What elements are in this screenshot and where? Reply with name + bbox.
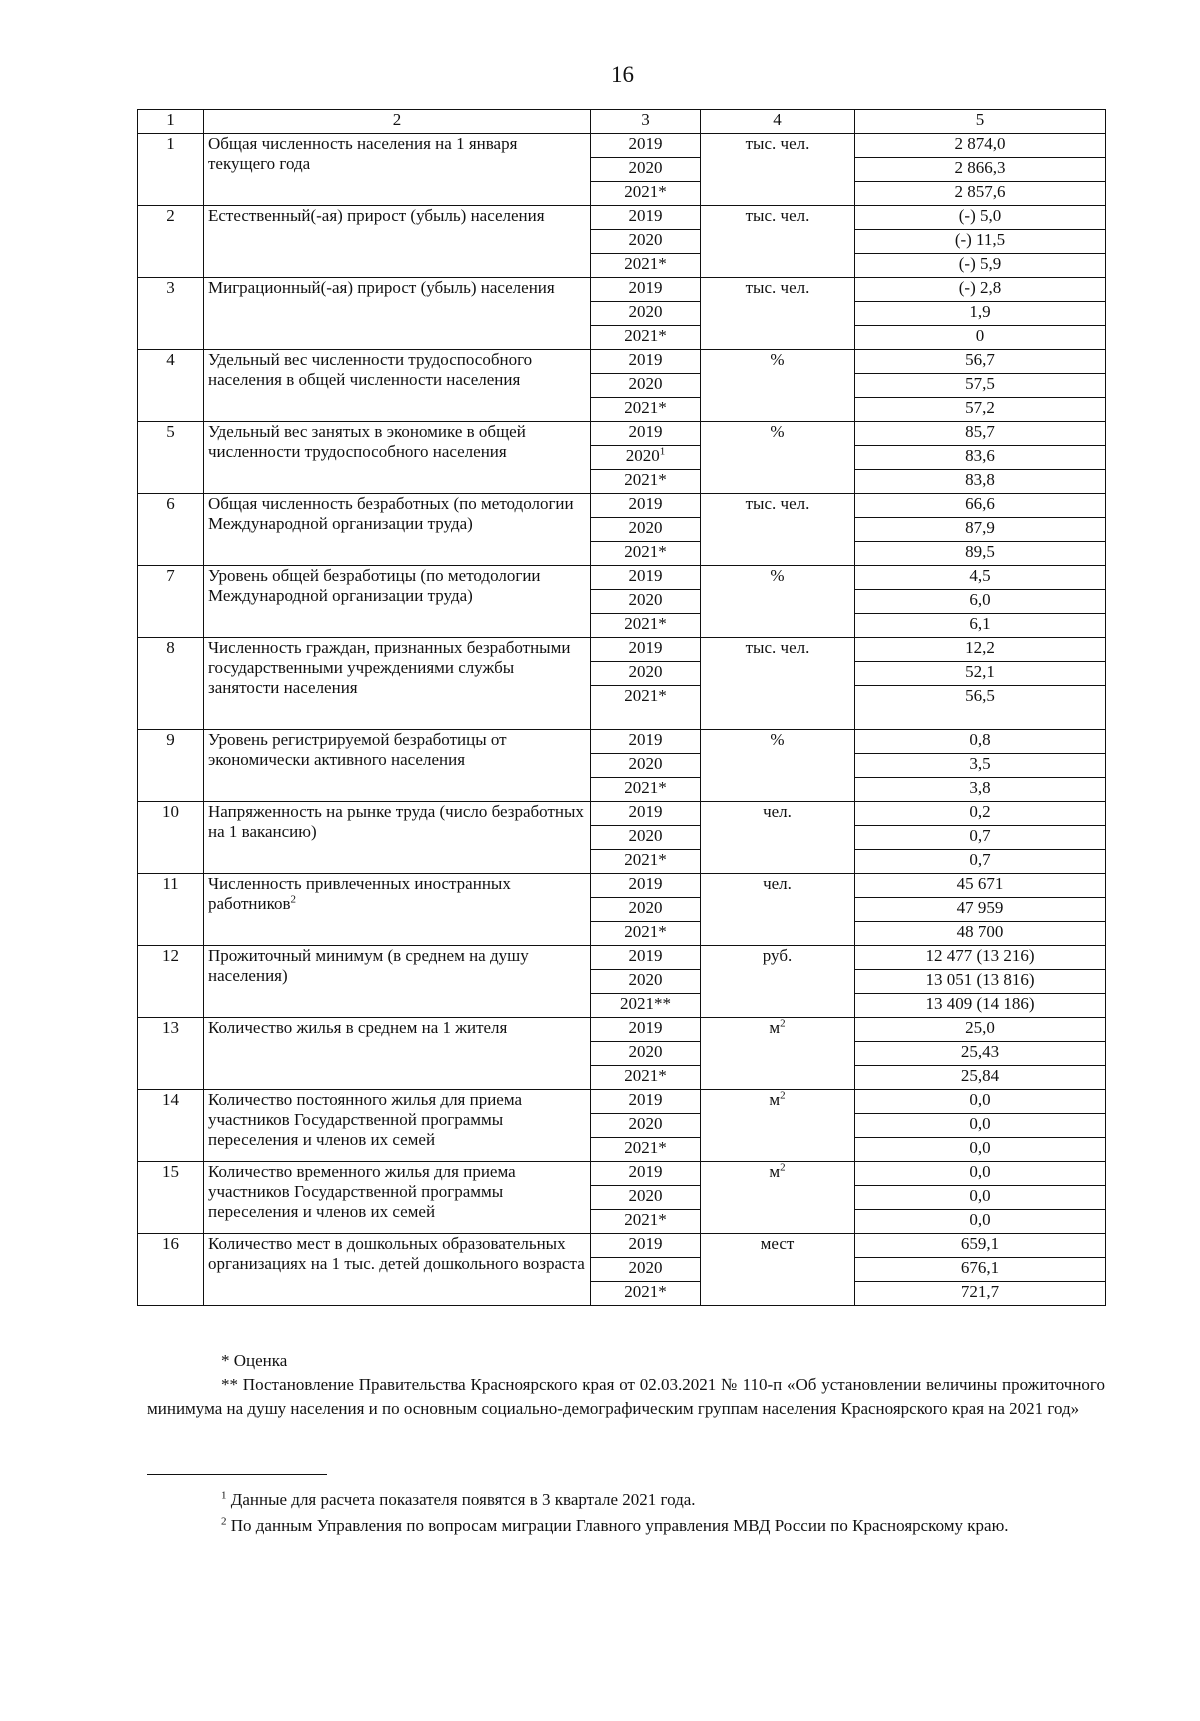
value-cell: 57,5: [855, 374, 1106, 398]
year-cell: [591, 566, 701, 590]
indicator-text: Количество временного жилья для приема участников Государственной программы переселения и членов их семей: [208, 1162, 516, 1221]
indicator-name: [204, 1234, 591, 1306]
year-text: 2019: [628, 946, 663, 965]
year-text: 2021*: [624, 778, 667, 797]
year-text: 2019: [628, 278, 663, 297]
year-text: 2020: [628, 754, 663, 773]
row-number: 6: [138, 494, 204, 566]
year-text: 2020: [628, 302, 663, 321]
year-text: 2021*: [624, 686, 667, 705]
unit-cell: [701, 874, 855, 946]
year-text: 2020: [628, 158, 663, 177]
value-cell: 66,6: [855, 494, 1106, 518]
value-cell: 47 959: [855, 898, 1106, 922]
year-cell: [591, 826, 701, 850]
table-row: [138, 206, 1106, 230]
footnote-ref: 1: [659, 445, 666, 458]
column-header-2: 2: [204, 110, 591, 134]
unit-text: тыс. чел.: [745, 206, 810, 225]
table-row: [138, 494, 1106, 518]
table-row: [138, 278, 1106, 302]
indicator-text: Уровень общей безработицы (по методологии Международной организации труда): [208, 566, 541, 605]
unit-cell: [701, 730, 855, 802]
value-cell: 3,5: [855, 754, 1106, 778]
value-cell: 3,8: [855, 778, 1106, 802]
year-cell: [591, 778, 701, 802]
column-header-5: 5: [855, 110, 1106, 134]
unit-text: чел.: [763, 802, 792, 821]
year-cell: [591, 446, 701, 470]
table-row: [138, 1090, 1106, 1114]
table-row: [138, 134, 1106, 158]
year-text: 2020: [625, 446, 660, 465]
row-number: 1: [138, 134, 204, 206]
year-cell: [591, 518, 701, 542]
value-cell: 0,0: [855, 1114, 1106, 1138]
value-cell: 4,5: [855, 566, 1106, 590]
year-cell: [591, 850, 701, 874]
unit-cell: [701, 1090, 855, 1162]
unit-cell: [701, 566, 855, 638]
year-cell: [591, 230, 701, 254]
unit-text: %: [770, 350, 785, 369]
indicators-table: [137, 109, 1106, 1306]
year-cell: [591, 970, 701, 994]
value-cell: 48 700: [855, 922, 1106, 946]
unit-text: м: [769, 1018, 781, 1037]
year-cell: [591, 614, 701, 638]
unit-cell: [701, 638, 855, 730]
year-cell: [591, 686, 701, 730]
column-header-1: 1: [138, 110, 204, 134]
column-header-3: 3: [591, 110, 701, 134]
year-cell: [591, 994, 701, 1018]
year-cell: [591, 590, 701, 614]
unit-cell: [701, 494, 855, 566]
year-text: 2019: [628, 206, 663, 225]
indicator-text: Удельный вес численности трудоспособного населения в общей численности населения: [208, 350, 533, 389]
year-text: 2021*: [624, 614, 667, 633]
unit-cell: [701, 802, 855, 874]
year-text: 2020: [628, 230, 663, 249]
page-number: 16: [611, 62, 634, 87]
year-text: 2020: [628, 826, 663, 845]
year-cell: [591, 494, 701, 518]
year-cell: [591, 374, 701, 398]
value-cell: 676,1: [855, 1258, 1106, 1282]
year-text: 2021*: [624, 182, 667, 201]
unit-text: %: [770, 730, 785, 749]
value-cell: 25,43: [855, 1042, 1106, 1066]
year-cell: [591, 874, 701, 898]
year-cell: [591, 946, 701, 970]
year-cell: [591, 922, 701, 946]
table-row: [138, 730, 1106, 754]
year-cell: [591, 754, 701, 778]
year-text: 2019: [628, 350, 663, 369]
value-cell: 89,5: [855, 542, 1106, 566]
value-cell: 0,7: [855, 850, 1106, 874]
year-cell: [591, 1018, 701, 1042]
indicator-name: [204, 1162, 591, 1234]
year-text: 2020: [628, 662, 663, 681]
year-text: 2020: [628, 1258, 663, 1277]
value-cell: 83,6: [855, 446, 1106, 470]
value-cell: 0,7: [855, 826, 1106, 850]
year-text: 2021*: [624, 1282, 667, 1301]
value-cell: 25,0: [855, 1018, 1106, 1042]
value-cell: 13 409 (14 186): [855, 994, 1106, 1018]
row-number: 9: [138, 730, 204, 802]
indicator-text: Уровень регистрируемой безработицы от экономически активного населения: [208, 730, 507, 769]
value-cell: 0,2: [855, 802, 1106, 826]
row-number: 7: [138, 566, 204, 638]
year-cell: [591, 422, 701, 446]
value-cell: (-) 5,0: [855, 206, 1106, 230]
year-text: 2020: [628, 1114, 663, 1133]
indicator-text: Количество постоянного жилья для приема участников Государственной программы переселения и членов их семей: [208, 1090, 523, 1149]
unit-cell: [701, 946, 855, 1018]
row-number: 12: [138, 946, 204, 1018]
row-number: 4: [138, 350, 204, 422]
unit-text: %: [770, 566, 785, 585]
value-cell: 2 866,3: [855, 158, 1106, 182]
indicator-text: Общая численность населения на 1 января текущего года: [208, 134, 518, 173]
table-row: [138, 874, 1106, 898]
value-cell: 0,0: [855, 1138, 1106, 1162]
value-cell: 45 671: [855, 874, 1106, 898]
indicator-text: Напряженность на рынке труда (число безработных на 1 вакансию): [208, 802, 584, 841]
year-text: 2019: [628, 134, 663, 153]
unit-text: %: [770, 422, 785, 441]
year-cell: [591, 182, 701, 206]
year-text: 2020: [628, 898, 663, 917]
unit-text: тыс. чел.: [745, 638, 810, 657]
indicator-text: Численность граждан, признанных безработными государственными учреждениями службы занятости населения: [208, 638, 571, 697]
year-cell: [591, 1090, 701, 1114]
footnote-2: [147, 1513, 1105, 1539]
year-text: 2021*: [624, 326, 667, 345]
value-cell: 6,1: [855, 614, 1106, 638]
value-cell: 57,2: [855, 398, 1106, 422]
value-cell: 56,7: [855, 350, 1106, 374]
indicator-name: [204, 802, 591, 874]
year-cell: [591, 326, 701, 350]
year-cell: [591, 206, 701, 230]
year-text: 2020: [628, 590, 663, 609]
unit-cell: [701, 278, 855, 350]
column-header-4: 4: [701, 110, 855, 134]
year-text: 2021*: [624, 542, 667, 561]
indicator-text: Численность привлеченных иностранных работников: [208, 874, 511, 913]
year-text: 2020: [628, 1042, 663, 1061]
year-cell: [591, 1042, 701, 1066]
unit-cell: [701, 134, 855, 206]
indicator-name: [204, 874, 591, 946]
value-cell: 2 874,0: [855, 134, 1106, 158]
value-cell: 659,1: [855, 1234, 1106, 1258]
year-cell: [591, 350, 701, 374]
value-cell: 0: [855, 326, 1106, 350]
row-number: 13: [138, 1018, 204, 1090]
value-cell: 13 051 (13 816): [855, 970, 1106, 994]
value-cell: 56,5: [855, 686, 1106, 730]
year-cell: [591, 1162, 701, 1186]
indicator-name: [204, 638, 591, 730]
year-cell: [591, 638, 701, 662]
year-text: 2021*: [624, 470, 667, 489]
year-text: 2021*: [624, 1210, 667, 1229]
value-cell: (-) 5,9: [855, 254, 1106, 278]
value-cell: 6,0: [855, 590, 1106, 614]
year-cell: [591, 730, 701, 754]
footnote-ref: 2: [290, 893, 297, 906]
year-text: 2020: [628, 518, 663, 537]
indicator-name: [204, 566, 591, 638]
year-text: 2021*: [624, 850, 667, 869]
row-number: 5: [138, 422, 204, 494]
value-cell: 0,0: [855, 1090, 1106, 1114]
year-cell: [591, 1186, 701, 1210]
unit-cell: [701, 1234, 855, 1306]
row-number: 14: [138, 1090, 204, 1162]
unit-text: м: [769, 1162, 781, 1181]
table-row: [138, 422, 1106, 446]
unit-exponent: 2: [780, 1017, 786, 1030]
unit-text: тыс. чел.: [745, 494, 810, 513]
year-cell: [591, 1282, 701, 1306]
unit-cell: [701, 422, 855, 494]
value-cell: 83,8: [855, 470, 1106, 494]
year-cell: [591, 802, 701, 826]
unit-cell: [701, 1018, 855, 1090]
year-cell: [591, 1114, 701, 1138]
year-text: 2019: [628, 422, 663, 441]
value-cell: 12,2: [855, 638, 1106, 662]
indicator-text: Естественный(-ая) прирост (убыль) населения: [208, 206, 545, 225]
year-cell: [591, 662, 701, 686]
year-cell: [591, 470, 701, 494]
year-text: 2020: [628, 1186, 663, 1205]
year-cell: [591, 1258, 701, 1282]
unit-text: чел.: [763, 874, 792, 893]
table-row: [138, 350, 1106, 374]
year-text: 2019: [628, 874, 663, 893]
year-text: 2019: [628, 494, 663, 513]
table-notes: [147, 1349, 1105, 1421]
indicator-name: [204, 206, 591, 278]
row-number: 8: [138, 638, 204, 730]
value-cell: 85,7: [855, 422, 1106, 446]
table-row: [138, 1018, 1106, 1042]
unit-text: тыс. чел.: [745, 134, 810, 153]
footnote-divider: [147, 1474, 327, 1475]
year-text: 2019: [628, 1090, 663, 1109]
indicator-name: [204, 350, 591, 422]
year-text: 2019: [628, 638, 663, 657]
year-cell: [591, 1210, 701, 1234]
year-text: 2019: [628, 802, 663, 821]
year-text: 2020: [628, 970, 663, 989]
year-cell: [591, 1234, 701, 1258]
indicator-name: [204, 422, 591, 494]
year-cell: [591, 398, 701, 422]
footnote-text: По данным Управления по вопросам миграции Главного управления МВД России по Красноярскому краю.: [230, 1516, 1009, 1535]
year-text: 2020: [628, 374, 663, 393]
year-cell: [591, 158, 701, 182]
year-text: 2019: [628, 566, 663, 585]
unit-text: тыс. чел.: [745, 278, 810, 297]
footnote-mark: 2: [221, 1515, 227, 1528]
unit-text: руб.: [762, 946, 793, 965]
year-text: 2019: [628, 1018, 663, 1037]
year-cell: [591, 254, 701, 278]
value-cell: 0,0: [855, 1162, 1106, 1186]
indicator-name: [204, 1090, 591, 1162]
value-cell: 25,84: [855, 1066, 1106, 1090]
value-cell: 0,8: [855, 730, 1106, 754]
indicator-text: Удельный вес занятых в экономике в общей численности трудоспособного населения: [208, 422, 526, 461]
row-number: 3: [138, 278, 204, 350]
row-number: 15: [138, 1162, 204, 1234]
year-cell: [591, 302, 701, 326]
indicator-name: [204, 494, 591, 566]
row-number: 2: [138, 206, 204, 278]
year-text: 2019: [628, 730, 663, 749]
indicator-text: Общая численность безработных (по методологии Международной организации труда): [208, 494, 574, 533]
year-text: 2019: [628, 1162, 663, 1181]
estimate-note: * Оценка: [221, 1351, 288, 1370]
unit-cell: [701, 350, 855, 422]
table-row: [138, 802, 1106, 826]
indicator-text: Количество мест в дошкольных образовательных организациях на 1 тыс. детей дошкольного возраста: [208, 1234, 585, 1273]
value-cell: 52,1: [855, 662, 1106, 686]
decree-note: ** Постановление Правительства Красноярского края от 02.03.2021 № 110-п «Об установлении величины прожиточного минимума на душу населения и по основным социально-демографическим группам населения Красноярского края на 2021 год»: [147, 1375, 1105, 1418]
year-cell: [591, 542, 701, 566]
table-row: [138, 946, 1106, 970]
year-text: 2021**: [620, 994, 671, 1013]
unit-cell: [701, 1162, 855, 1234]
value-cell: 1,9: [855, 302, 1106, 326]
footnote-mark: 1: [221, 1489, 227, 1502]
unit-exponent: 2: [780, 1161, 786, 1174]
table-row: [138, 1162, 1106, 1186]
year-cell: [591, 1066, 701, 1090]
footnotes: [147, 1487, 1105, 1539]
footnote-text: Данные для расчета показателя появятся в 3 квартале 2021 года.: [230, 1490, 696, 1509]
table-row: [138, 566, 1106, 590]
value-cell: 0,0: [855, 1210, 1106, 1234]
value-cell: (-) 2,8: [855, 278, 1106, 302]
unit-cell: [701, 206, 855, 278]
year-cell: [591, 278, 701, 302]
row-number: 16: [138, 1234, 204, 1306]
year-text: 2021*: [624, 1138, 667, 1157]
indicator-text: Миграционный(-ая) прирост (убыль) населения: [208, 278, 555, 297]
value-cell: 0,0: [855, 1186, 1106, 1210]
year-cell: [591, 1138, 701, 1162]
indicator-name: [204, 946, 591, 1018]
unit-text: мест: [760, 1234, 795, 1253]
indicator-name: [204, 1018, 591, 1090]
year-cell: [591, 898, 701, 922]
value-cell: 2 857,6: [855, 182, 1106, 206]
unit-text: м: [769, 1090, 781, 1109]
year-text: 2021*: [624, 922, 667, 941]
value-cell: 12 477 (13 216): [855, 946, 1106, 970]
indicator-name: [204, 278, 591, 350]
row-number: 10: [138, 802, 204, 874]
year-text: 2021*: [624, 1066, 667, 1085]
year-text: 2019: [628, 1234, 663, 1253]
year-text: 2021*: [624, 398, 667, 417]
value-cell: (-) 11,5: [855, 230, 1106, 254]
indicator-name: [204, 730, 591, 802]
indicator-name: [204, 134, 591, 206]
value-cell: 721,7: [855, 1282, 1106, 1306]
unit-exponent: 2: [780, 1089, 786, 1102]
indicator-text: Прожиточный минимум (в среднем на душу населения): [208, 946, 529, 985]
column-header-row: [138, 110, 1106, 134]
indicator-text: Количество жилья в среднем на 1 жителя: [208, 1018, 508, 1037]
year-text: 2021*: [624, 254, 667, 273]
footnote-1: [147, 1487, 1105, 1513]
row-number: 11: [138, 874, 204, 946]
table-row: [138, 1234, 1106, 1258]
table-row: [138, 638, 1106, 662]
year-cell: [591, 134, 701, 158]
value-cell: 87,9: [855, 518, 1106, 542]
